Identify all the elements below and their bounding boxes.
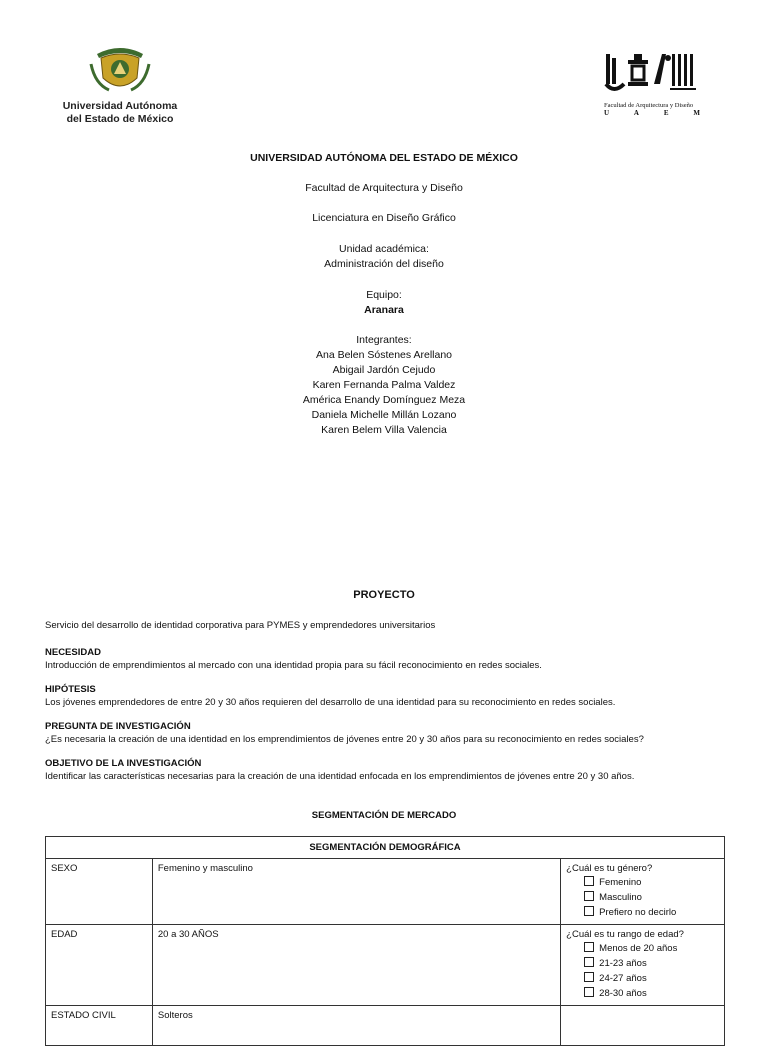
- cover-faculty: Facultad de Arquitectura y Diseño: [305, 182, 463, 194]
- row-question-cell: [561, 859, 725, 925]
- member-name: América Enandy Domínguez Meza: [302, 394, 466, 406]
- cover-members-label: Integrantes:: [356, 334, 412, 346]
- row-question: ¿Cuál es tu rango de edad?: [566, 929, 684, 940]
- cover-degree: Licenciatura en Diseño Gráfico: [312, 212, 456, 224]
- section-objetivo: [45, 757, 735, 783]
- row-label: EDAD: [46, 925, 153, 1006]
- option-label: 21-23 años: [599, 958, 647, 969]
- faculty-emblem-icon: [604, 50, 698, 96]
- table-header-row: [46, 837, 725, 859]
- checkbox-option[interactable]: [566, 941, 719, 956]
- option-label: Menos de 20 años: [599, 943, 678, 954]
- checkbox-icon[interactable]: [584, 906, 594, 916]
- option-label: 28-30 años: [599, 988, 647, 999]
- section-hipotesis: [45, 683, 735, 709]
- checkbox-option[interactable]: [566, 971, 719, 986]
- option-label: Femenino: [599, 877, 642, 888]
- university-name-line1: Universidad Autónoma: [62, 100, 178, 112]
- uaem-letter: M: [693, 109, 700, 117]
- option-label: 24-27 años: [599, 973, 647, 984]
- section-pregunta: [45, 720, 735, 746]
- row-question: ¿Cuál es tu género?: [566, 863, 653, 874]
- section-text: Los jóvenes emprendedores de entre 20 y 30 años requieren del desarrollo de una identidad para su reconocimiento en redes sociales.: [45, 697, 616, 708]
- section-text: ¿Es necesaria la creación de una identidad en los emprendimientos de jóvenes entre 20 y 30 años para su reconocimiento en redes sociales?: [45, 734, 644, 745]
- checkbox-option[interactable]: [566, 890, 719, 905]
- member-name: Daniela Michelle Millán Lozano: [311, 409, 457, 421]
- project-description: Servicio del desarrollo de identidad corporativa para PYMES y emprendedores universitarios: [45, 620, 436, 631]
- cover-members-list: [0, 348, 768, 438]
- row-question-cell: [561, 925, 725, 1006]
- uaem-letter: A: [633, 109, 639, 117]
- checkbox-icon[interactable]: [584, 891, 594, 901]
- checkbox-icon[interactable]: [584, 957, 594, 967]
- table-row: [46, 925, 725, 1006]
- uaem-letter: U: [604, 109, 610, 117]
- row-label: SEXO: [46, 859, 153, 925]
- section-heading: OBJETIVO DE LA INVESTIGACIÓN: [45, 758, 202, 769]
- member-name: Karen Belem Villa Valencia: [321, 424, 447, 436]
- cover-unit-label: Unidad académica:: [339, 243, 429, 255]
- row-value: 20 a 30 AÑOS: [152, 925, 560, 1006]
- uaem-logo: [60, 44, 180, 126]
- checkbox-icon[interactable]: [584, 876, 594, 886]
- option-label: Masculino: [599, 892, 642, 903]
- section-heading: PREGUNTA DE INVESTIGACIÓN: [45, 721, 191, 732]
- checkbox-option[interactable]: [566, 875, 719, 890]
- option-label: Prefiero no decirlo: [599, 907, 677, 918]
- university-name-line2: del Estado de México: [66, 113, 174, 125]
- section-text: Identificar las características necesarias para la creación de una identidad enfocada en los emprendimientos de jóvenes entre 20 y 30 años.: [45, 771, 635, 782]
- section-heading: HIPÓTESIS: [45, 684, 96, 695]
- segmentation-table: [45, 836, 725, 1046]
- checkbox-icon[interactable]: [584, 942, 594, 952]
- row-question-cell: [561, 1006, 725, 1046]
- cover-unit-value: Administración del diseño: [324, 258, 444, 270]
- member-name: Karen Fernanda Palma Valdez: [312, 379, 456, 391]
- checkbox-icon[interactable]: [584, 987, 594, 997]
- segmentation-title: SEGMENTACIÓN DE MERCADO: [311, 810, 457, 821]
- table-header: SEGMENTACIÓN DEMOGRÁFICA: [46, 837, 725, 859]
- row-value: Solteros: [152, 1006, 560, 1046]
- row-label: ESTADO CIVIL: [46, 1006, 153, 1046]
- table-row: [46, 1006, 725, 1046]
- member-name: Ana Belen Sóstenes Arellano: [315, 349, 452, 361]
- checkbox-option[interactable]: [566, 986, 719, 1001]
- member-name: Abigail Jardón Cejudo: [332, 364, 436, 376]
- checkbox-option[interactable]: [566, 905, 719, 920]
- uaem-shield-icon: [89, 44, 151, 96]
- section-text: Introducción de emprendimientos al mercado con una identidad propia para su fácil reconocimiento en redes sociales.: [45, 660, 542, 671]
- section-heading: NECESIDAD: [45, 647, 101, 658]
- cover-university: UNIVERSIDAD AUTÓNOMA DEL ESTADO DE MÉXICO: [250, 152, 518, 164]
- cover-team-label: Equipo:: [366, 289, 402, 301]
- uaem-letter: E: [663, 109, 669, 117]
- faculty-name: Facultad de Arquitectura y Diseño: [604, 102, 694, 109]
- faculty-logo: [604, 50, 700, 117]
- project-title: PROYECTO: [353, 589, 415, 601]
- table-row: [46, 859, 725, 925]
- checkbox-option[interactable]: [566, 956, 719, 971]
- cover-team-value: Aranara: [364, 304, 404, 316]
- uaem-letters: [604, 109, 700, 117]
- checkbox-icon[interactable]: [584, 972, 594, 982]
- row-value: Femenino y masculino: [152, 859, 560, 925]
- section-necesidad: [45, 646, 735, 672]
